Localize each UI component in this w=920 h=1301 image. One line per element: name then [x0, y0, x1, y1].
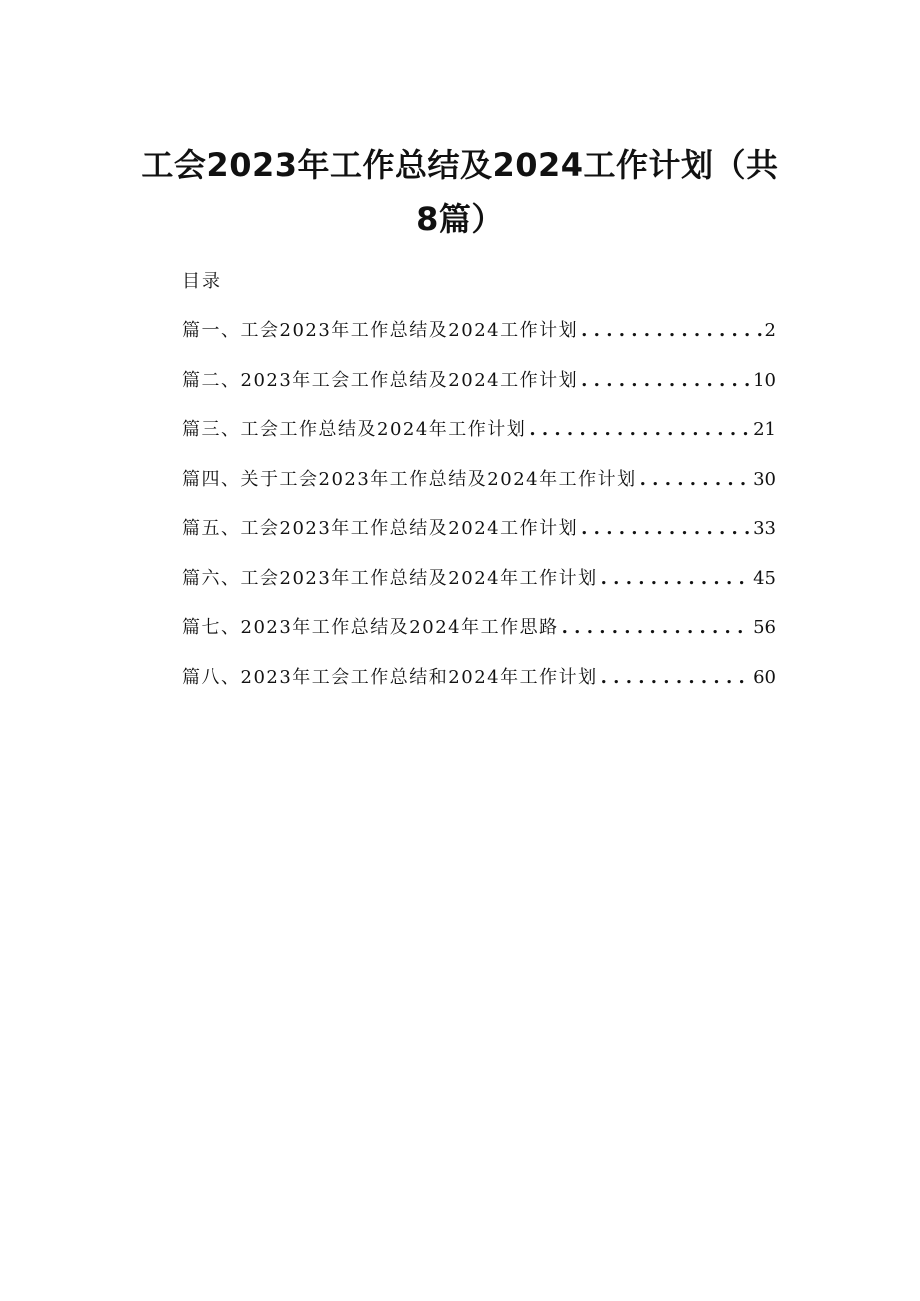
toc-entry-label: 篇四、关于工会2023年工作总结及2024年工作计划	[182, 468, 637, 490]
document-title-line-2: 8篇）	[416, 200, 504, 238]
toc-entry-8[interactable]	[182, 663, 776, 713]
document-title	[140, 138, 780, 246]
toc-entry-page-number: 33	[753, 518, 776, 539]
toc-entry-6[interactable]	[182, 564, 776, 614]
toc-dot-leader	[640, 465, 750, 495]
document-title-line-1: 工会2023年工作总结及2024工作计划（共	[141, 146, 779, 184]
toc-entry-label: 篇七、2023年工作总结及2024年工作思路	[182, 617, 559, 638]
toc-entry-label: 篇六、工会2023年工作总结及2024年工作计划	[182, 567, 598, 589]
toc-entry-4[interactable]	[182, 465, 776, 515]
toc-dot-leader	[601, 564, 750, 594]
toc-dot-leader	[581, 514, 750, 544]
toc-dot-leader	[601, 663, 750, 693]
toc-entry-page-number: 10	[753, 369, 776, 391]
toc-dot-leader	[581, 316, 761, 346]
toc-entry-3[interactable]	[182, 415, 776, 465]
table-of-contents	[182, 316, 776, 712]
toc-entry-5[interactable]	[182, 514, 776, 564]
toc-dot-leader	[581, 366, 750, 396]
toc-entry-page-number: 45	[753, 567, 776, 589]
toc-dot-leader	[529, 415, 750, 445]
toc-entry-page-number: 56	[753, 617, 776, 638]
toc-entry-page-number: 60	[753, 666, 776, 688]
toc-entry-label: 篇三、工会工作总结及2024年工作计划	[182, 419, 527, 440]
toc-entry-7[interactable]	[182, 613, 776, 663]
toc-dot-leader	[562, 613, 750, 643]
toc-entry-label: 篇二、2023年工会工作总结及2024工作计划	[182, 369, 579, 391]
toc-entry-1[interactable]	[182, 316, 776, 366]
toc-entry-page-number: 30	[753, 468, 776, 490]
toc-heading: 目录	[182, 271, 222, 292]
toc-entry-label: 篇八、2023年工会工作总结和2024年工作计划	[182, 666, 598, 688]
toc-entry-page-number: 21	[753, 419, 776, 440]
toc-entry-page-number: 2	[764, 320, 776, 341]
toc-entry-2[interactable]	[182, 366, 776, 416]
toc-entry-label: 篇五、工会2023年工作总结及2024工作计划	[182, 518, 579, 539]
toc-entry-label: 篇一、工会2023年工作总结及2024工作计划	[182, 320, 579, 341]
